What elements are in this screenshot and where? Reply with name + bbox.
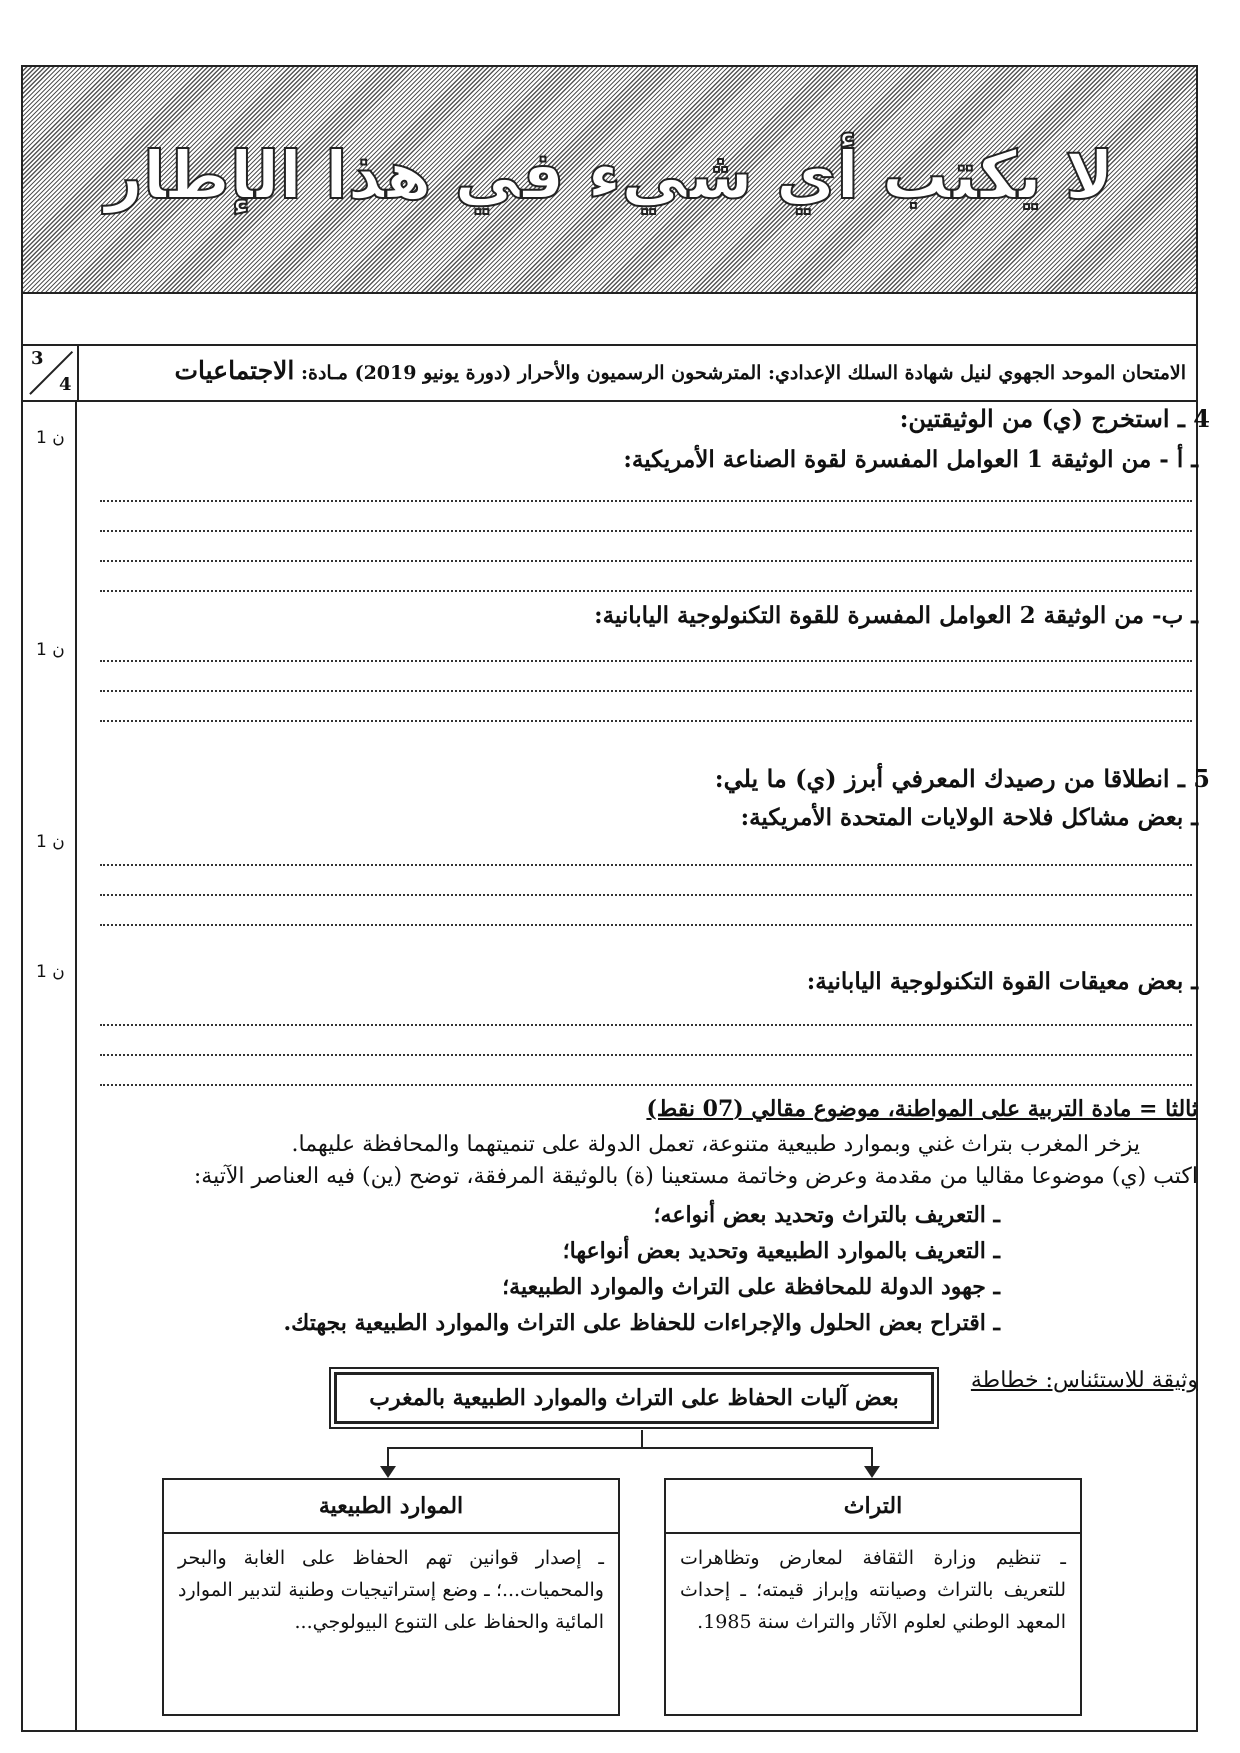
natural-resources-box [162, 1478, 620, 1716]
answer-line[interactable] [100, 720, 1192, 722]
doc-label: وثيقة للاستئناس: خطاطة [970, 1368, 1198, 1393]
part3-title: ثالثا = مادة التربية على المواطنة، موضوع مقالي (07 نقط) [646, 1096, 1198, 1122]
exam-title: الامتحان الموحد الجهوي لنيل شهادة السلك الإعدادي: المترشحون الرسميون والأحرار (دورة يونيو 2019) مـادة: [301, 362, 1186, 384]
heritage-heading: التراث [666, 1480, 1080, 1534]
margin-line [75, 400, 77, 1730]
page-number [23, 346, 79, 400]
score-4a: 1 ن [36, 428, 65, 448]
natural-resources-text: ـ إصدار قوانين تهم الحفاظ على الغابة والبحر والمحميات...؛ ـ وضع إستراتيجيات وطنية لتدبير الموارد المائية والحفاظ على التنوع البيولوجي... [178, 1547, 604, 1633]
answer-line[interactable] [100, 690, 1192, 692]
essay-bullet: ـ التعريف بالموارد الطبيعية وتحديد بعض أنواعها؛ [562, 1238, 1000, 1264]
answer-line[interactable] [100, 560, 1192, 562]
q4b-prompt: ـ ب- من الوثيقة 2 العوامل المفسرة للقوة التكنولوجية اليابانية: [594, 602, 1198, 629]
heritage-box [664, 1478, 1082, 1716]
q5a-prompt: ـ بعض مشاكل فلاحة الولايات المتحدة الأمريكية: [740, 804, 1198, 831]
diagram-title: بعض آليات الحفاظ على التراث والموارد الطبيعية بالمغرب [334, 1372, 934, 1424]
banner-text: لا يكتب أي شيء في هذا الإطار [104, 137, 1115, 214]
connector [641, 1430, 643, 1448]
arrow-down-icon [864, 1466, 880, 1478]
answer-line[interactable] [100, 1054, 1192, 1056]
answer-line[interactable] [100, 894, 1192, 896]
answer-line[interactable] [100, 864, 1192, 866]
answer-line[interactable] [100, 590, 1192, 592]
essay-bullet: ـ جهود الدولة للمحافظة على التراث والموارد الطبيعية؛ [502, 1274, 1000, 1300]
essay-bullet: ـ التعريف بالتراث وتحديد بعض أنواعه؛ [653, 1202, 1000, 1228]
part3-instruction: اكتب (ي) موضوعا مقاليا من مقدمة وعرض وخاتمة مستعينا (ة) بالوثيقة المرفقة، توضح (ين) فيه العناصر الآتية: [193, 1164, 1198, 1189]
essay-bullet: ـ اقتراح بعض الحلول والإجراءات للحفاظ على التراث والموارد الطبيعية بجهتك. [283, 1310, 1000, 1336]
natural-resources-heading: الموارد الطبيعية [164, 1480, 618, 1534]
header-title [174, 356, 1186, 385]
page-current: 3 [31, 348, 44, 369]
q4a-prompt: ـ أ - من الوثيقة 1 العوامل المفسرة لقوة الصناعة الأمريكية: [623, 446, 1198, 473]
do-not-write-area [23, 67, 1196, 294]
answer-line[interactable] [100, 1084, 1192, 1086]
connector [387, 1447, 873, 1449]
score-5b: 1 ن [36, 962, 65, 982]
blank-row [23, 294, 1196, 346]
exam-header [23, 346, 1196, 402]
answer-line[interactable] [100, 1024, 1192, 1026]
answer-line[interactable] [100, 530, 1192, 532]
answer-line[interactable] [100, 660, 1192, 662]
score-4b: 1 ن [36, 640, 65, 660]
score-5a: 1 ن [36, 832, 65, 852]
arrow-down-icon [380, 1466, 396, 1478]
part3-intro: يزخر المغرب بتراث غني وبموارد طبيعية متنوعة، تعمل الدولة على تنميتهما والمحافظة عليهما. [291, 1132, 1140, 1157]
subject: الاجتماعيات [174, 356, 295, 385]
q5-title: 5 ـ انطلاقا من رصيدك المعرفي أبرز (ي) ما يلي: [714, 764, 1210, 793]
q5b-prompt: ـ بعض معيقات القوة التكنولوجية اليابانية: [806, 968, 1198, 995]
page-total: 4 [59, 374, 72, 395]
q4-title: 4 ـ استخرج (ي) من الوثيقتين: [899, 404, 1210, 433]
heritage-text: ـ تنظيم وزارة الثقافة لمعارض وتظاهرات للتعريف بالتراث وصيانته وإبراز قيمته؛ ـ إحداث المعهد الوطني لعلوم الآثار والتراث سنة 1985. [680, 1547, 1066, 1633]
answer-line[interactable] [100, 924, 1192, 926]
answer-line[interactable] [100, 500, 1192, 502]
